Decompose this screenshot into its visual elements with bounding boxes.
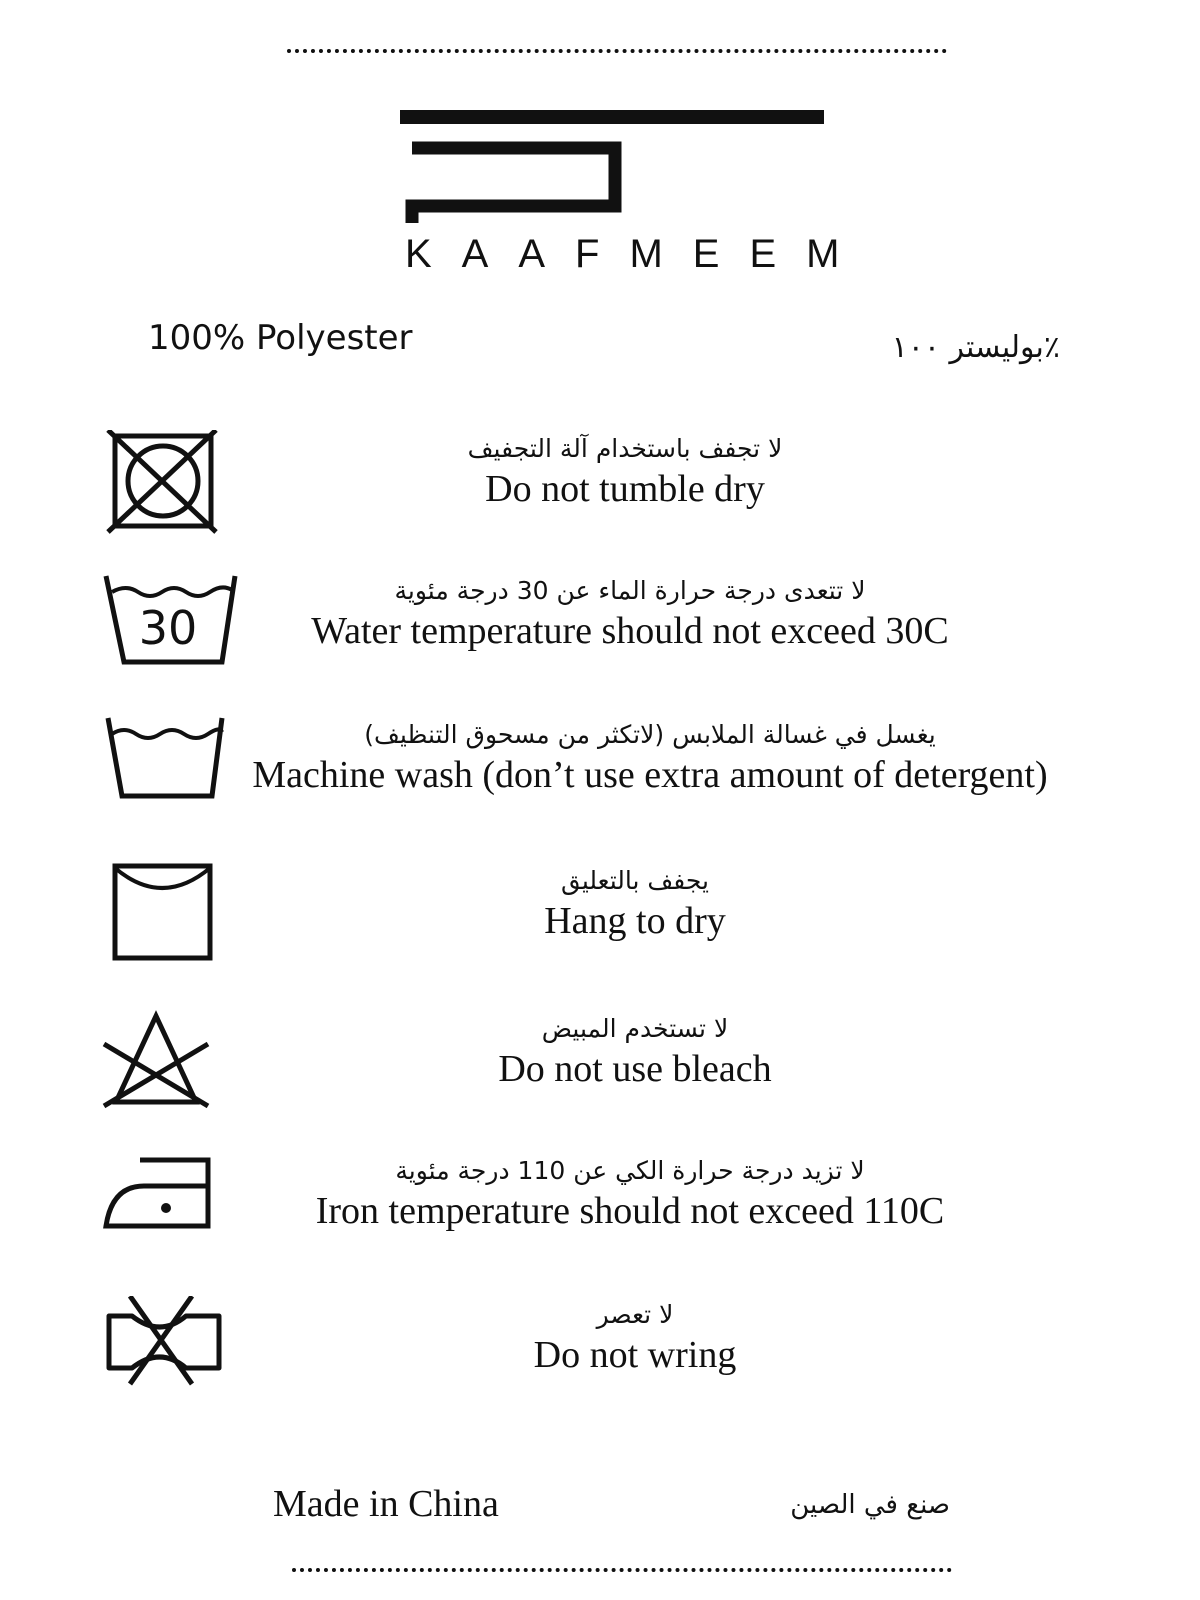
brand-name: KAAFMEEM (405, 232, 870, 276)
care-row-no-bleach (0, 1010, 1200, 1120)
origin-arabic: صنع في الصين (790, 1490, 950, 1520)
care-row-wash-30 (0, 572, 1200, 682)
care-text-arabic: يجفف بالتعليق (560, 866, 710, 895)
composition-arabic: ٪بوليستر ١٠٠ (891, 330, 1060, 365)
iron-low-icon (100, 1152, 240, 1262)
no-tumble-dry-icon (100, 430, 240, 540)
kaafmeem-logo-icon (400, 110, 830, 240)
care-text-arabic: لا تعصر (596, 1300, 674, 1329)
care-row-hang-dry (0, 862, 1200, 972)
care-row-no-wring (0, 1296, 1200, 1406)
wash-temperature-label: 30 (138, 601, 198, 655)
composition-english: 100% Polyester (148, 318, 413, 358)
care-text-arabic: لا تجفف باستخدام آلة التجفيف (467, 434, 783, 463)
care-text-english: Do not tumble dry (485, 468, 765, 510)
no-wring-icon (100, 1296, 240, 1406)
care-text-english: Do not use bleach (498, 1048, 772, 1090)
machine-wash-icon (100, 716, 240, 826)
origin-english: Made in China (273, 1483, 499, 1525)
wash-30-icon (100, 572, 240, 682)
care-text-arabic: يغسل في غسالة الملابس (لاتكثر من مسحوق التنظيف) (364, 720, 936, 749)
care-text-arabic: لا تزيد درجة حرارة الكي عن 110 درجة مئوية (395, 1156, 865, 1185)
no-bleach-icon (100, 1010, 240, 1120)
care-row-machine-wash (0, 716, 1200, 826)
care-text-arabic: لا تتعدى درجة حرارة الماء عن 30 درجة مئوية (394, 576, 866, 605)
line-dry-icon (100, 862, 240, 972)
care-text-english: Hang to dry (544, 900, 726, 942)
care-text-arabic: لا تستخدم المبيض (541, 1014, 729, 1043)
top-dotted-divider (287, 49, 947, 53)
bottom-dotted-divider (292, 1568, 952, 1572)
care-text-english: Machine wash (don’t use extra amount of detergent) (252, 754, 1048, 796)
care-row-no-tumble-dry (0, 430, 1200, 540)
care-text-english: Do not wring (533, 1334, 737, 1376)
care-row-iron-low (0, 1152, 1200, 1262)
care-text-english: Water temperature should not exceed 30C (311, 610, 949, 652)
care-text-english: Iron temperature should not exceed 110C (315, 1190, 945, 1232)
